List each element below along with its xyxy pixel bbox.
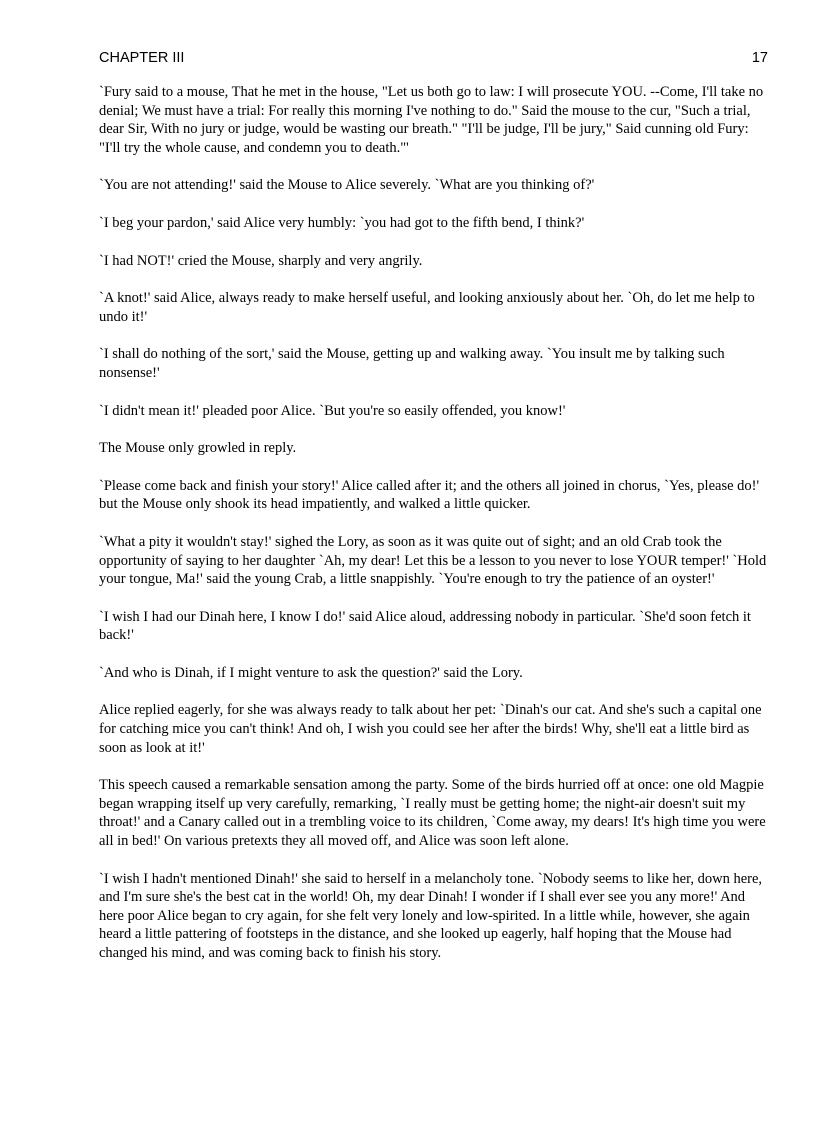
paragraph: Alice replied eagerly, for she was always ready to talk about her pet: `Dinah's our cat. And she's such a capital one for catching mice you can't think! And oh, I wish you could see her after the birds! Why, she'll eat a little bird as soon as look at it!' xyxy=(99,702,762,756)
paragraph: `I shall do nothing of the sort,' said the Mouse, getting up and walking away. `You insult me by talking such nonsense!' xyxy=(99,346,725,381)
page-number: 17 xyxy=(751,50,768,66)
body-text xyxy=(99,83,768,982)
paragraph: The Mouse only growled in reply. xyxy=(99,440,297,457)
paragraph: `I beg your pardon,' said Alice very humbly: `you had got to the fifth bend, I think?' xyxy=(99,214,585,231)
chapter-label: CHAPTER III xyxy=(99,50,185,66)
paragraph: This speech caused a remarkable sensation among the party. Some of the birds hurried off at once: one old Magpie began wrapping itself up very carefully, remarking, `I really must be getting home; the night-air doesn't suit my throat!' and a Canary called out in a trembling voice to its children, `Come away, my dears! It's high time you were all in bed!' On various pretexts they all moved off, and Alice was soon left alone. xyxy=(99,777,766,850)
paragraph: `Please come back and finish your story!' Alice called after it; and the others all joined in chorus, `Yes, please do!' but the Mouse only shook its head impatiently, and walked a little quicker. xyxy=(99,477,760,513)
paragraph: `Fury said to a mouse, That he met in the house, "Let us both go to law: I will prosecute YOU. --Come, I'll take no denial; We must have a trial: For really this morning I've nothing to do." Said the mouse to the cur, "Such a trial, dear Sir, With no jury or judge, would be wasting our breath." "I'll be judge, I'll be jury," Said cunning old Fury: "I'll try the whole cause, and condemn you to death."' xyxy=(99,84,764,156)
paragraph: `You are not attending!' said the Mouse to Alice severely. `What are you thinking of?' xyxy=(99,177,595,194)
paragraph: `I wish I hadn't mentioned Dinah!' she said to herself in a melancholy tone. `Nobody seems to like her, down here, and I'm sure she's the best cat in the world! Oh, my dear Dinah! I wonder if I shall ever see you any more!' And here poor Alice began to cry again, for she felt very lonely and low-spirited. In a little while, however, she again heard a little pattering of footsteps in the distance, and she looked up eagerly, half hoping that the Mouse had changed his mind, and was coming back to finish his story. xyxy=(99,870,763,961)
paragraph: `And who is Dinah, if I might venture to ask the question?' said the Lory. xyxy=(99,664,523,681)
running-header xyxy=(99,50,768,72)
paragraph: `I didn't mean it!' pleaded poor Alice. `But you're so easily offended, you know!' xyxy=(99,402,566,419)
paragraph: `I wish I had our Dinah here, I know I do!' said Alice aloud, addressing nobody in particular. `She'd soon fetch it back!' xyxy=(99,608,751,644)
paragraph: `A knot!' said Alice, always ready to make herself useful, and looking anxiously about her. `Oh, do let me help to undo it!' xyxy=(99,290,755,325)
paragraph: `I had NOT!' cried the Mouse, sharply and very angrily. xyxy=(99,252,423,269)
paragraph: `What a pity it wouldn't stay!' sighed the Lory, as soon as it was quite out of sight; and an old Crab took the opportunity of saying to her daughter `Ah, my dear! Let this be a lesson to you never to lose YOUR temper!' `Hold your tongue, Ma!' said the young Crab, a little snappishly. `You're enough to try the patience of an oyster!' xyxy=(99,533,767,588)
